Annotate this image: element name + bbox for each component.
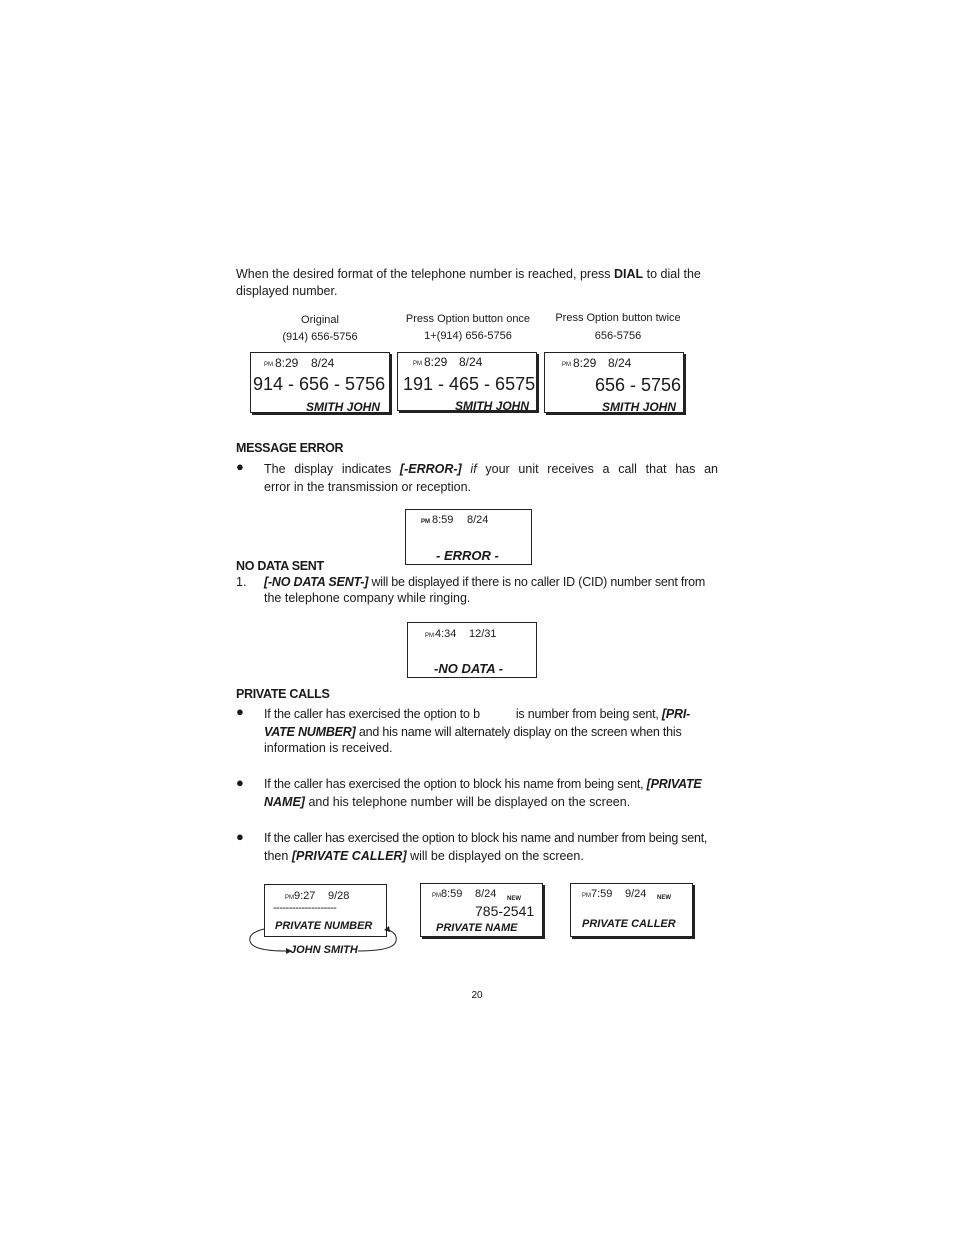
lcd-private-number-label: PRIVATE NUMBER: [275, 920, 373, 932]
format-caption-once-number: 1+(914) 656-5756: [424, 330, 512, 342]
private-bullet2-line1: [264, 776, 724, 793]
new-indicator: NEW: [657, 895, 671, 901]
page-number: 20: [471, 990, 483, 1001]
new-indicator: NEW: [507, 896, 521, 902]
message-error-text: The display indicates: [264, 462, 400, 476]
error-tag: [-ERROR-]: [399, 462, 462, 476]
alternate-name-label: JOHN SMITH: [290, 944, 358, 956]
lcd-number: 785-2541: [475, 903, 535, 919]
format-caption-original-number: (914) 656-5756: [282, 331, 358, 343]
private-bullet1-line1: [264, 706, 724, 723]
lcd-private-name-label: PRIVATE NAME: [436, 922, 518, 934]
pm-indicator: PM: [432, 893, 441, 899]
no-data-text: will be displayed if there is no caller ID (CID) number sent from: [368, 575, 706, 589]
lcd-date: 8/24: [467, 514, 489, 526]
private-bullet2-text: If the caller has exercised the option to block his name from being sent,: [264, 777, 647, 791]
private-bullet3-text: then: [264, 849, 292, 863]
pm-indicator: PM: [264, 362, 273, 368]
private-name-tag: [PRIVATE: [646, 777, 702, 791]
list-number: 1.: [236, 575, 247, 589]
pm-indicator: PM: [413, 361, 422, 367]
lcd-date: 9/24: [625, 888, 647, 900]
pm-indicator: PM: [562, 362, 571, 368]
lcd-time: 8:29: [424, 355, 448, 369]
lcd-private-caller-label: PRIVATE CALLER: [582, 918, 676, 930]
private-number-tag: [PRI-: [661, 707, 691, 721]
private-bullet2-line2: [264, 794, 630, 811]
intro-text-line2: displayed number.: [236, 284, 338, 298]
pm-indicator: PM: [582, 893, 591, 899]
lcd-name: SMITH JOHN: [602, 400, 677, 414]
private-bullet3-line1: If the caller has exercised the option to block his name and number from being sent,: [264, 831, 708, 845]
format-caption-original: Original: [301, 314, 339, 326]
lcd-date: 9/28: [328, 890, 350, 902]
private-bullet1-line2: [264, 724, 724, 741]
lcd-date: 12/31: [469, 628, 497, 640]
pm-indicator: PM: [421, 519, 430, 525]
no-data-line1: [264, 574, 724, 591]
format-caption-twice-number: 656-5756: [594, 330, 642, 342]
lcd-time: 8:59: [441, 888, 463, 900]
private-bullet3-line2: [264, 848, 584, 865]
private-bullet3-text-2: will be displayed on the screen.: [406, 849, 584, 863]
no-data-tag: [-NO DATA SENT-]: [264, 575, 369, 589]
message-error-line2: error in the transmission or reception.: [264, 480, 472, 494]
private-bullet1-text-2: and his name will alternately display on the screen when this: [355, 725, 682, 739]
lcd-date: 8/24: [459, 355, 483, 369]
heading-message-error: MESSAGE ERROR: [236, 441, 344, 455]
lcd-display-option-once: [397, 352, 537, 411]
lcd-number: 191 - 465 - 6575: [403, 374, 536, 394]
message-error-text-post: your unit receives a call that has an: [476, 462, 718, 476]
lcd-time: 8:59: [432, 514, 454, 526]
lcd-number: 914 - 656 - 5756: [253, 374, 386, 394]
private-bullet1-text-mid: is number from being sent,: [515, 707, 662, 721]
lcd-time: 8:29: [573, 356, 597, 370]
no-data-line2: the telephone company while ringing.: [264, 591, 471, 605]
lcd-display-option-twice: [544, 352, 684, 413]
format-caption-once: Press Option button once: [405, 313, 531, 325]
pm-indicator: PM: [425, 633, 434, 639]
lcd-date: 8/24: [475, 888, 497, 900]
private-bullet2-text-2: and his telephone number will be displayed on the screen.: [304, 795, 631, 809]
lcd-display-private-name: [420, 883, 543, 937]
lcd-display-original: [250, 352, 390, 413]
pm-indicator: PM: [285, 895, 294, 901]
lcd-name: SMITH JOHN: [306, 400, 381, 414]
lcd-display-error: [405, 509, 532, 565]
lcd-number: 656 - 5756: [595, 375, 682, 395]
private-number-tag-cont: VATE NUMBER]: [264, 725, 356, 739]
intro-text-post: to dial the: [643, 267, 701, 281]
lcd-time: 8:29: [275, 356, 299, 370]
lcd-time: 7:59: [591, 888, 613, 900]
bullet-icon: ●: [236, 775, 244, 790]
bullet-icon: ●: [236, 459, 244, 474]
format-caption-twice: Press Option button twice: [555, 312, 681, 324]
intro-paragraph: [236, 266, 726, 300]
private-bullet1-text: If the caller has exercised the option to b: [264, 707, 480, 721]
lcd-date: 8/24: [311, 356, 335, 370]
heading-private-calls: PRIVATE CALLS: [236, 687, 330, 701]
lcd-date: 8/24: [608, 356, 632, 370]
intro-dial-word: DIAL: [614, 267, 644, 281]
bullet-icon: ●: [236, 704, 244, 719]
bullet-icon: ●: [236, 829, 244, 844]
lcd-name: SMITH JOHN: [455, 399, 530, 413]
lcd-error-label: - ERROR -: [436, 548, 499, 563]
lcd-time: 9:27: [294, 890, 316, 902]
if-word: if: [461, 462, 477, 476]
private-name-tag-cont: NAME]: [264, 795, 305, 809]
lcd-time: 4:34: [435, 628, 457, 640]
private-caller-tag: [PRIVATE CALLER]: [291, 849, 407, 863]
lcd-display-no-data: [407, 622, 537, 678]
lcd-display-private-caller: [570, 883, 693, 937]
lcd-dash-line: --------------------: [273, 902, 337, 914]
intro-text-pre: When the desired format of the telephone number is reached, press: [236, 267, 614, 281]
heading-no-data-sent: NO DATA SENT: [236, 559, 324, 573]
lcd-no-data-label: -NO DATA -: [434, 661, 504, 676]
private-bullet1-line3: information is received.: [264, 741, 393, 755]
message-error-line1: [264, 461, 718, 478]
